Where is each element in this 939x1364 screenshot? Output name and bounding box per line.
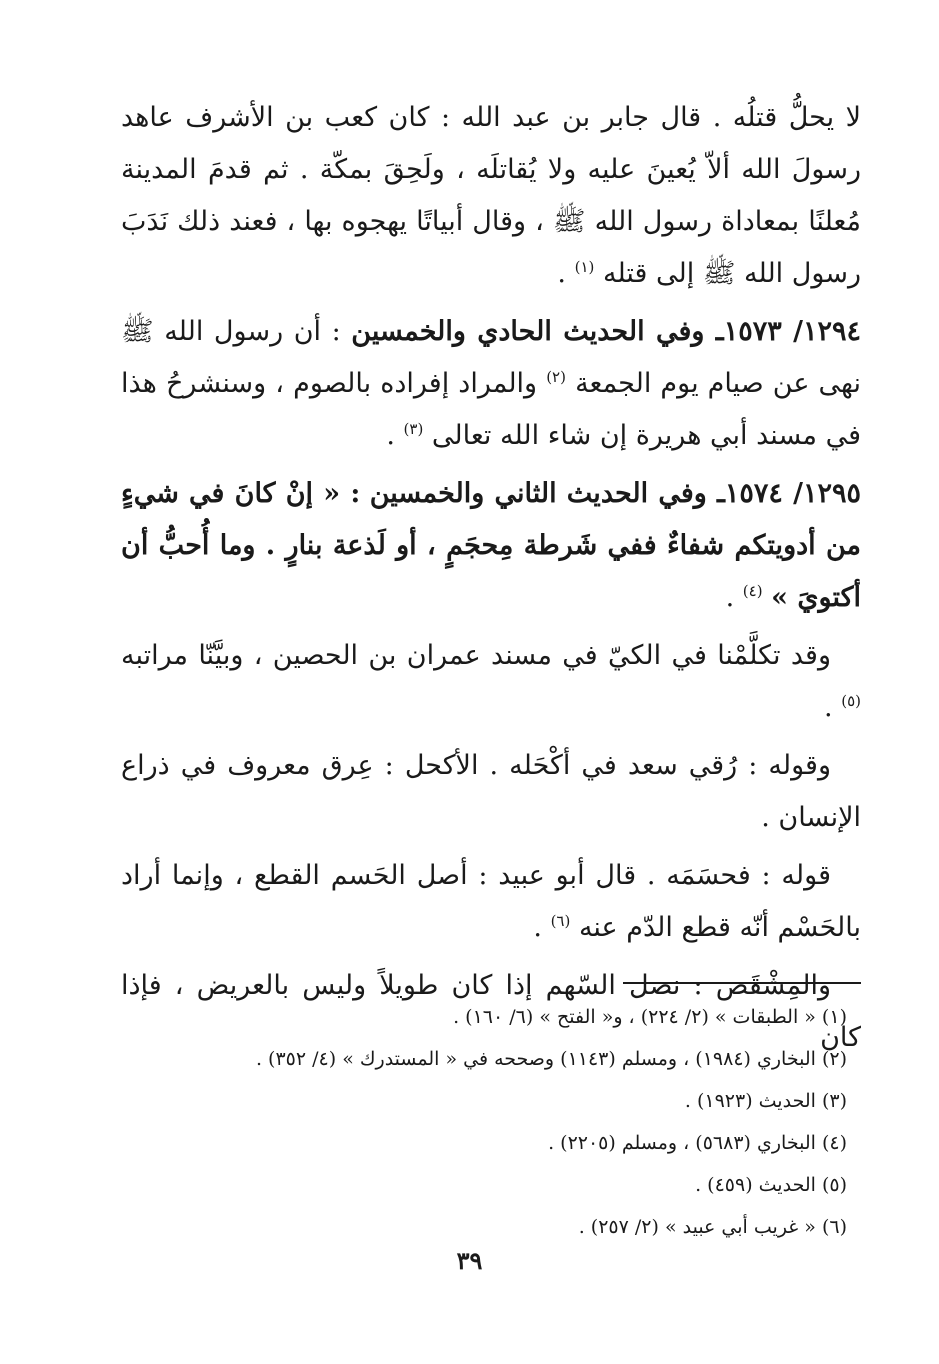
- hadith-number-heading: ١٢٩٤/ ١٥٧٣ـ وفي الحديث الحادي والخمسين: [351, 316, 862, 347]
- paragraph-tail: .: [386, 420, 395, 451]
- footnote-4: (٤) البخاري (٥٦٨٣) ، ومسلم (٢٢٠٥) .: [548, 1132, 847, 1154]
- paragraph-tail: والمراد إفراده بالصوم ، وسنشرحُ هذا في مسند أبي هريرة إن شاء الله تعالى: [121, 368, 861, 451]
- hadith-1294: [121, 306, 861, 462]
- footnote-3: (٣) الحديث (١٩٢٣) .: [684, 1090, 847, 1112]
- paragraph-text: لا يحلُّ قتلُه . قال جابر بن عبد الله : كان كعب بن الأشرف عاهد رسولَ الله ألاّ يُعينَ عليه ولا يُقاتلَه ، ولَحِقَ بمكّة . ثم قدمَ المدينة مُعلنًا بمعاداة رسول الله ﷺ ، وقال أبياتًا يهجوه بها ، فعند ذلك نَدَبَ رسول الله ﷺ إلى قتله: [121, 102, 861, 289]
- footnote-marker: (٢): [546, 368, 566, 386]
- footnotes: [127, 996, 847, 1248]
- footnote-marker: (٦): [550, 912, 571, 930]
- footnote-separator: [623, 982, 861, 984]
- paragraph-tail: .: [725, 582, 735, 613]
- footnote-marker: (١): [574, 258, 595, 276]
- paragraph-tail: .: [533, 912, 542, 943]
- main-text: [121, 92, 861, 1070]
- footnote-marker: (٥): [841, 692, 861, 710]
- page-number: ٣٩: [456, 1246, 483, 1275]
- hadith-number-heading: ١٢٩٥/ ١٥٧٤ـ وفي الحديث الثاني والخمسين: [369, 478, 861, 509]
- paragraph-1: [121, 92, 861, 300]
- footnote-6: (٦) « غريب أبي عبيد » (٢/ ٢٥٧) .: [578, 1216, 847, 1238]
- paragraph-text: وقد تكلَّمْنا في الكيّ في مسند عمران بن الحصين ، وبيَّنّا مراتبه: [121, 640, 831, 671]
- paragraph-text: وقوله : رُقي سعد في أكْحَله . الأكحل : عِرق معروف في ذراع الإنسان .: [121, 750, 861, 833]
- footnote-marker: (٤): [742, 582, 763, 600]
- paragraph-akhal: [121, 740, 861, 844]
- paragraph-hasm: [121, 850, 861, 954]
- paragraph-text: : أن رسول الله ﷺ نهى عن صيام يوم الجمعة: [121, 316, 861, 399]
- paragraph-tail: .: [824, 692, 833, 723]
- footnote-2: (٢) البخاري (١٩٨٤) ، ومسلم (١١٤٣) وصححه في « المستدرك » (٤/ ٣٥٢) .: [255, 1048, 847, 1070]
- paragraph-tail: .: [557, 258, 566, 289]
- paragraph-text: والمِشْقَص : نصل السّهم إذا كان طويلاً وليس بالعريض ، فإذا كان: [121, 970, 861, 1053]
- paragraph-text: قوله : فحسَمَه . قال أبو عبيد : أصل الحَسم القطع ، وإنما أراد بالحَسْم أنّه قطع الدّم عنه: [121, 860, 861, 943]
- hadith-1295: [121, 468, 861, 624]
- paragraph-cautery: [121, 630, 861, 734]
- footnote-1: (١) « الطبقات » (٢/ ٢٢٤) ، و« الفتح » (٦/ ١٦٠) .: [453, 1006, 847, 1028]
- hadith-quote: : « إنْ كانَ في شيءٍ من أدويتكم شفاءٌ ففي شَرطة مِحجَمٍ ، أو لَذعة بنارٍ . وما أُحبُّ أن أكتويَ »: [121, 478, 861, 613]
- footnote-5: (٥) الحديث (٤٥٩) .: [695, 1174, 847, 1196]
- footnote-marker: (٣): [403, 420, 424, 438]
